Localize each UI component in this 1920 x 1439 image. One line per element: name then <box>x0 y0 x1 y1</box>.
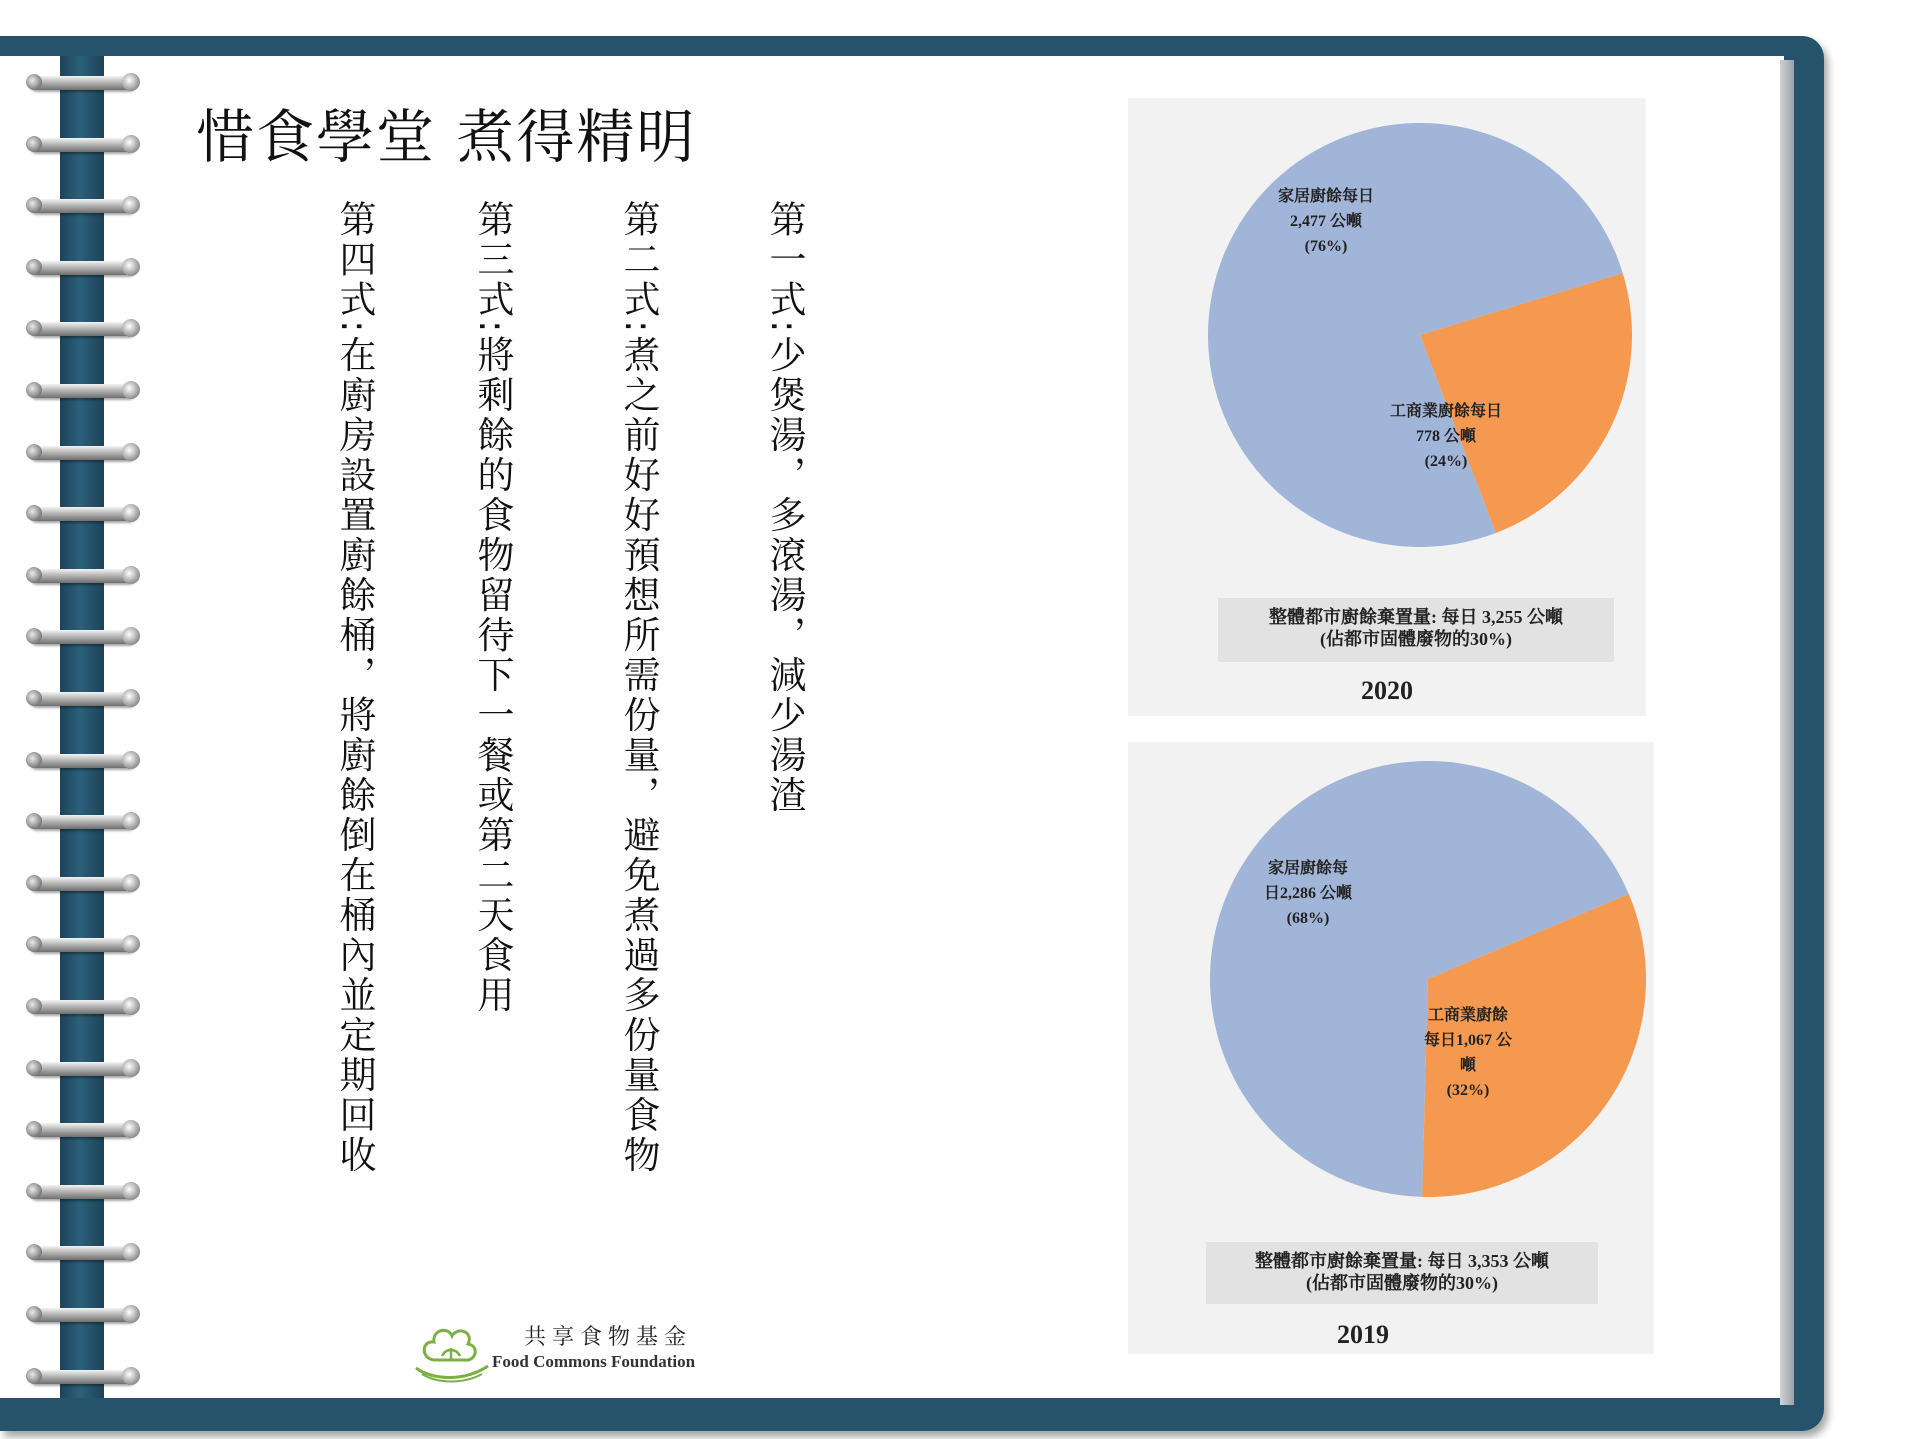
tip-2: 第二式:煮之前好好預想所需份量，避免煮過多份量食物 <box>617 200 660 1176</box>
spiral-ring <box>30 1308 136 1322</box>
spiral-ring <box>30 1000 136 1014</box>
spiral-ring <box>30 692 136 706</box>
commercial-label: 噸 <box>1459 1057 1477 1074</box>
total-box-2019 <box>1206 1242 1598 1304</box>
household-label: 日2,286 公噸 <box>1263 885 1353 902</box>
vegetable-hands-icon <box>412 1318 492 1388</box>
household-label: 家居廚餘每 <box>1267 860 1349 877</box>
household-label: 2,477 公噸 <box>1289 213 1363 230</box>
spiral-ring <box>30 138 136 152</box>
total-line-1: 整體都市廚餘棄置量: 每日 3,353 公噸 <box>1255 1251 1549 1271</box>
spiral-ring <box>30 630 136 644</box>
chart-2019-panel <box>1128 742 1654 1354</box>
year-label-2019: 2019 <box>1337 1320 1389 1349</box>
logo-chinese-name: 共享食物基金 <box>524 1325 693 1350</box>
spiral-ring <box>30 76 136 90</box>
spiral-ring <box>30 384 136 398</box>
total-box-2020 <box>1218 598 1614 662</box>
spiral-ring <box>30 877 136 891</box>
spiral-ring <box>30 938 136 952</box>
spiral-ring <box>30 446 136 460</box>
total-line-2: (佔都市固體廢物的30%) <box>1306 1273 1498 1293</box>
tip-4: 第四式:在廚房設置廚餘桶，將廚餘倒在桶內並定期回收 <box>333 200 376 1176</box>
spiral-ring <box>30 199 136 213</box>
commercial-label: 工商業廚餘 <box>1427 1007 1509 1024</box>
spiral-ring <box>30 1062 136 1076</box>
page-edge <box>1780 60 1794 1405</box>
spiral-ring <box>30 1185 136 1199</box>
spiral-ring <box>30 569 136 583</box>
foundation-logo <box>412 1318 712 1388</box>
pie-chart-2019 <box>1128 742 1654 1302</box>
spiral-ring <box>30 1246 136 1260</box>
household-label: 家居廚餘每日 <box>1277 188 1375 205</box>
spiral-ring <box>30 261 136 275</box>
spiral-ring <box>30 1370 136 1384</box>
commercial-label: 工商業廚餘每日 <box>1389 403 1503 420</box>
spiral-ring <box>30 815 136 829</box>
total-line-2: (佔都市固體廢物的30%) <box>1320 629 1512 649</box>
household-label: (76%) <box>1304 238 1348 255</box>
commercial-label: 778 公噸 <box>1415 428 1477 445</box>
commercial-label: 每日1,067 公 <box>1423 1032 1513 1049</box>
household-label: (68%) <box>1286 910 1330 927</box>
tip-3: 第三式:將剩餘的食物留待下一餐或第二天食用 <box>471 200 514 1016</box>
page-title: 惜食學堂 煮得精明 <box>196 103 697 171</box>
tip-1: 第一式:少煲湯，多滾湯，減少湯渣 <box>763 200 806 816</box>
logo-english-name: Food Commons Foundation <box>492 1352 696 1371</box>
commercial-label: (24%) <box>1424 453 1468 470</box>
spiral-ring <box>30 754 136 768</box>
commercial-label: (32%) <box>1446 1082 1490 1099</box>
spiral-ring <box>30 1123 136 1137</box>
year-label-2020: 2020 <box>1361 676 1413 705</box>
pie-chart-2020 <box>1128 98 1646 658</box>
total-line-1: 整體都市廚餘棄置量: 每日 3,255 公噸 <box>1269 607 1563 627</box>
spiral-ring <box>30 507 136 521</box>
chart-2020-panel <box>1128 98 1646 716</box>
spiral-ring <box>30 322 136 336</box>
